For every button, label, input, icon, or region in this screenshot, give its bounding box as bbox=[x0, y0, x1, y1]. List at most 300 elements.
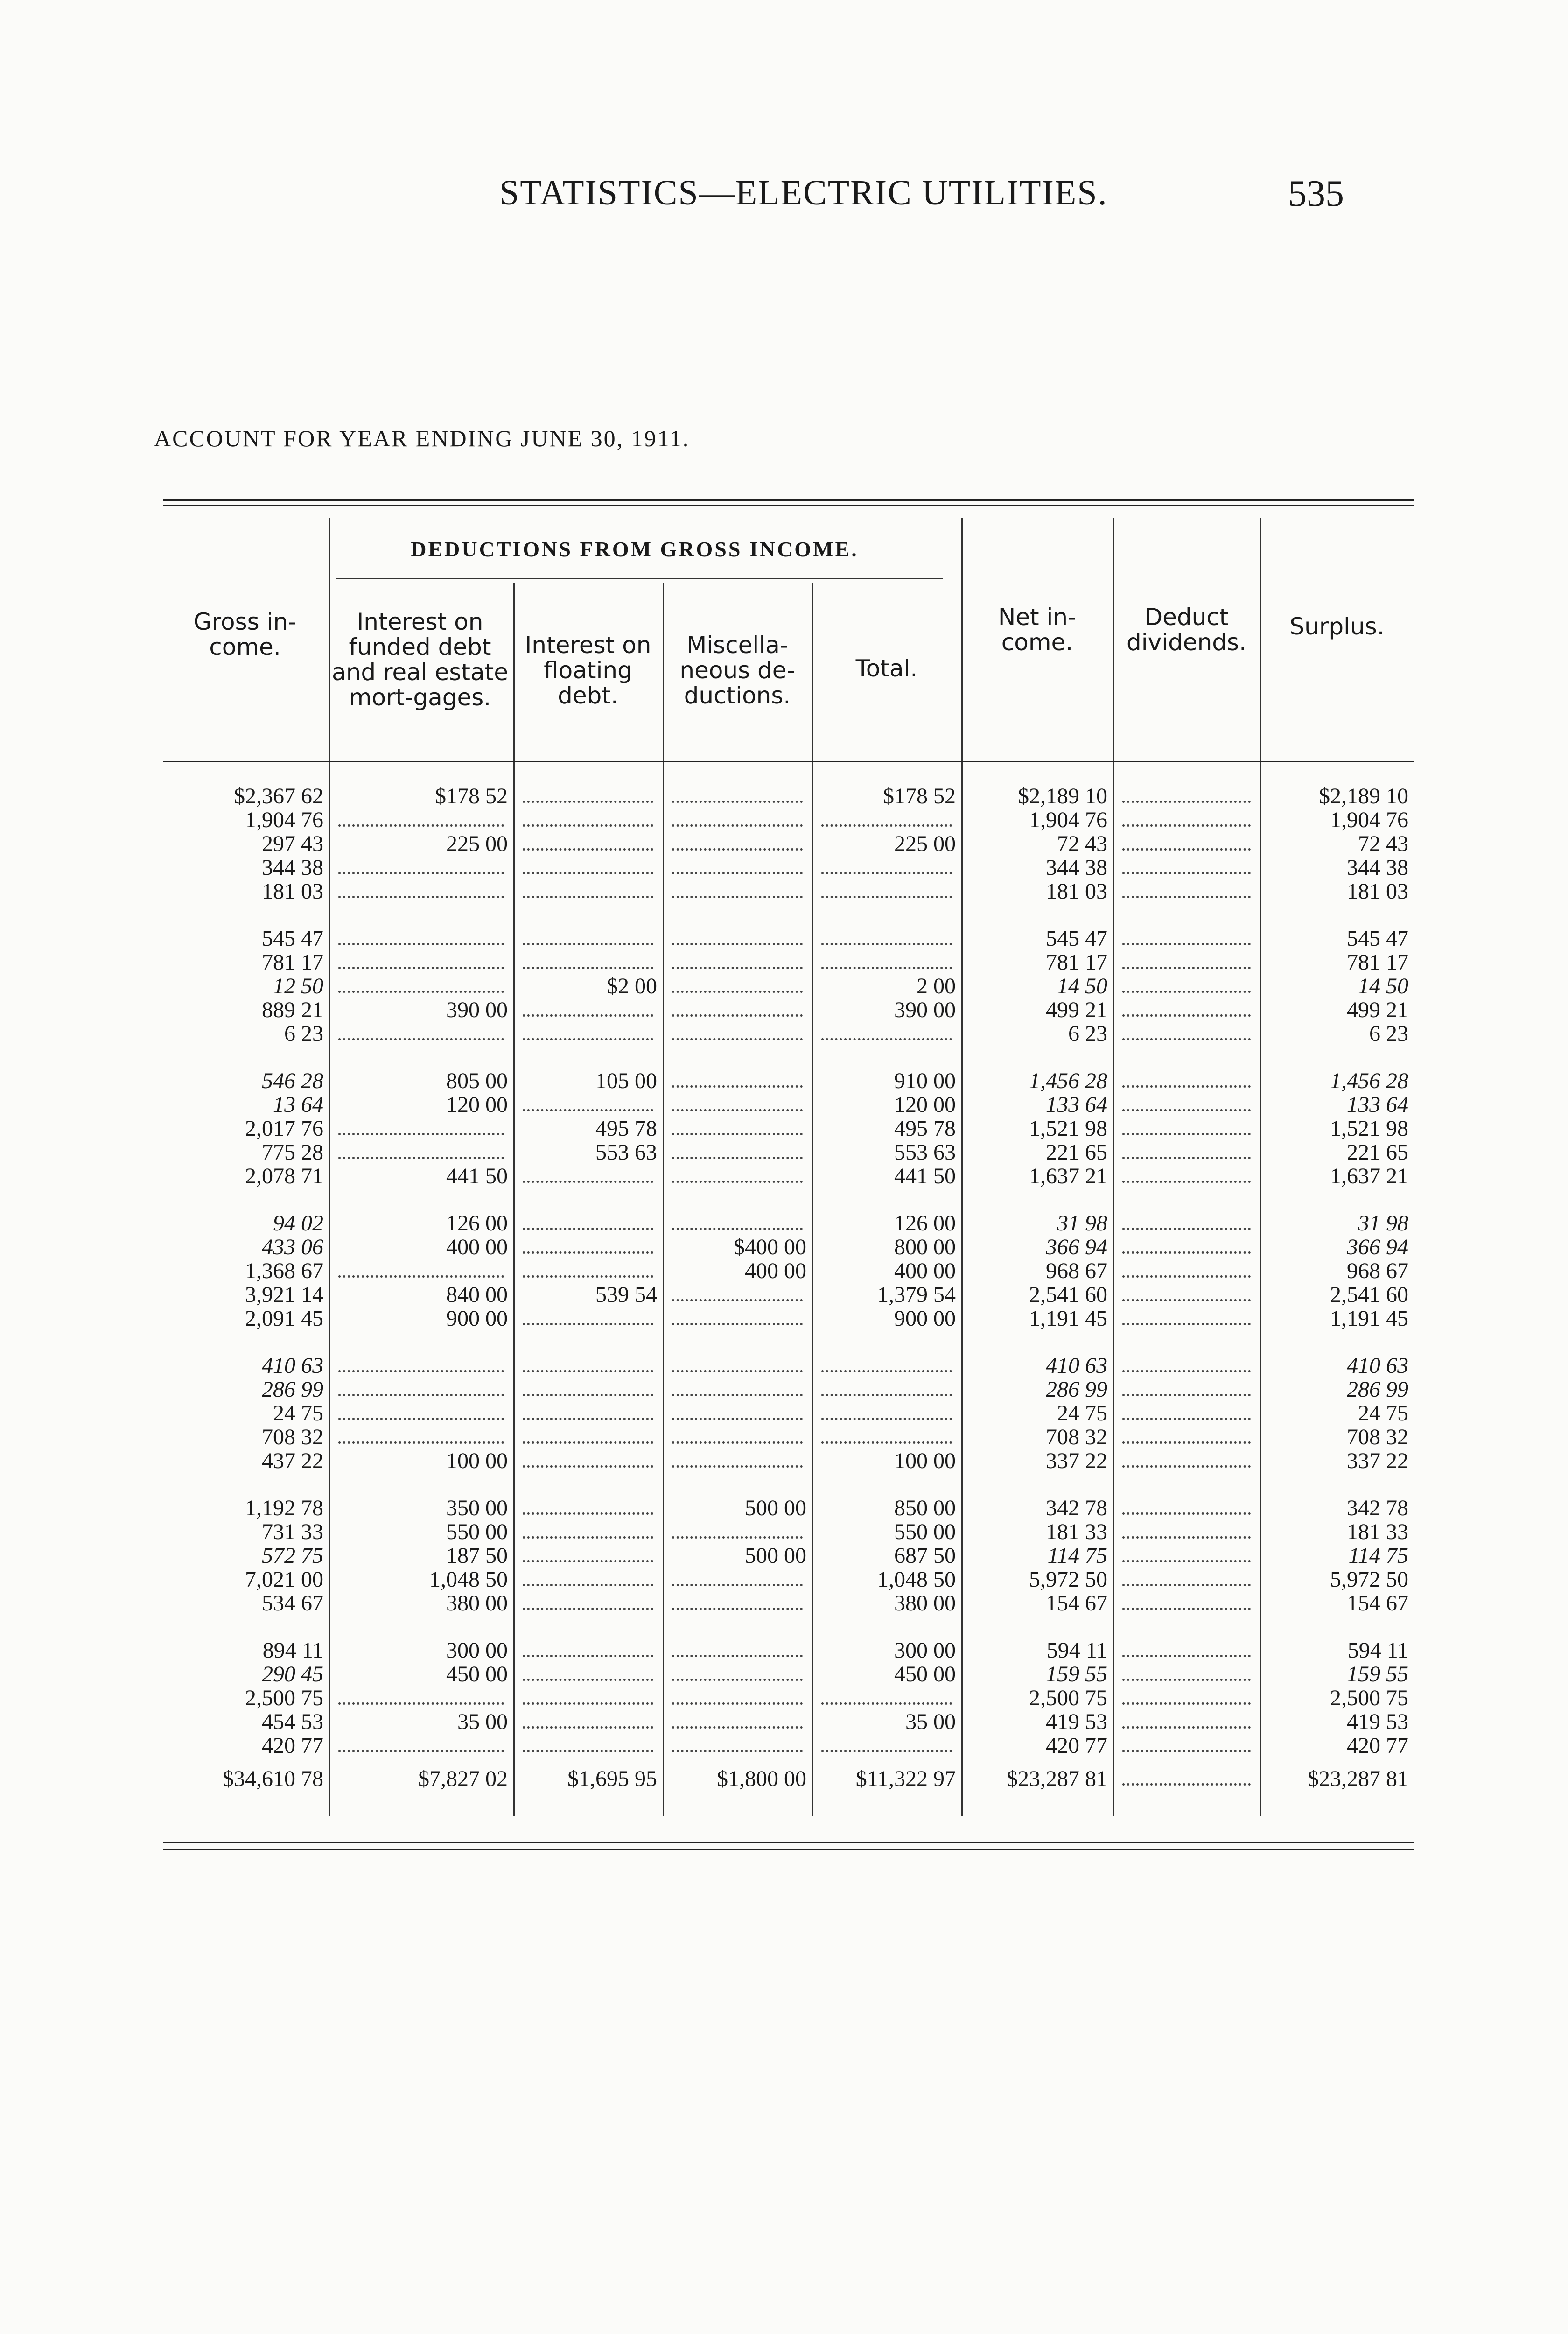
table-cell: 840 00 bbox=[446, 1282, 508, 1307]
table-row bbox=[163, 808, 1414, 832]
table-cell: 1,048 50 bbox=[429, 1567, 508, 1592]
table-cell: 1,456 28 bbox=[1330, 1069, 1408, 1093]
table-cell bbox=[812, 856, 961, 879]
table-cell bbox=[513, 1449, 663, 1473]
table-cell: 6 23 bbox=[1369, 1021, 1408, 1046]
table-cell bbox=[663, 974, 812, 998]
table-cell bbox=[812, 808, 961, 832]
table-cell: 94 02 bbox=[273, 1211, 323, 1236]
table-cell bbox=[1113, 1401, 1260, 1425]
table-row bbox=[163, 950, 1414, 974]
table-cell bbox=[329, 927, 513, 950]
col-header-interest-floating: Interest on floating debt. bbox=[525, 632, 651, 709]
table-cell bbox=[663, 1378, 812, 1401]
table-cell: 1,379 54 bbox=[877, 1282, 956, 1307]
table-cell: 1,521 98 bbox=[1330, 1116, 1408, 1141]
table-cell: $34,610 78 bbox=[223, 1766, 323, 1791]
table-cell bbox=[663, 856, 812, 879]
table-cell bbox=[329, 1117, 513, 1140]
table-cell: 400 00 bbox=[745, 1258, 806, 1283]
table-cell bbox=[663, 1591, 812, 1615]
table-cell bbox=[663, 1117, 812, 1140]
table-cell bbox=[663, 998, 812, 1022]
table-row bbox=[163, 1734, 1414, 1758]
table-cell bbox=[513, 1022, 663, 1046]
table-cell bbox=[1113, 927, 1260, 950]
table-cell: 450 00 bbox=[446, 1662, 508, 1687]
col-header-interest-funded: Interest on funded debt and real estate mort-gages. bbox=[331, 608, 509, 711]
table-cell: 594 11 bbox=[1046, 1638, 1107, 1663]
table-cell: 133 64 bbox=[1347, 1092, 1408, 1117]
table-cell: 159 55 bbox=[1347, 1662, 1408, 1687]
col-header-net-income: Net in-come. bbox=[998, 604, 1077, 656]
table-cell: 7,021 00 bbox=[245, 1567, 323, 1592]
group-header-rule bbox=[336, 578, 943, 579]
table-cell: 1,904 76 bbox=[245, 808, 323, 832]
table-cell bbox=[812, 1425, 961, 1449]
table-cell: 5,972 50 bbox=[1330, 1567, 1408, 1592]
table-cell: 441 50 bbox=[894, 1164, 956, 1188]
table-cell: $2 00 bbox=[607, 974, 657, 998]
table-cell bbox=[513, 1591, 663, 1615]
table-cell: 410 63 bbox=[1347, 1353, 1408, 1378]
table-cell: 889 21 bbox=[262, 998, 323, 1022]
table-cell: 154 67 bbox=[1046, 1591, 1107, 1616]
table-cell bbox=[1113, 1140, 1260, 1164]
table-cell: 12 50 bbox=[273, 974, 323, 998]
table-cell bbox=[513, 1164, 663, 1188]
table-cell bbox=[329, 1259, 513, 1283]
table-cell: 133 64 bbox=[1046, 1092, 1107, 1117]
table-cell: 450 00 bbox=[894, 1662, 956, 1687]
table-cell: 126 00 bbox=[894, 1211, 956, 1236]
table-cell: 437 22 bbox=[262, 1448, 323, 1473]
table-cell: 114 75 bbox=[1047, 1543, 1107, 1568]
table-row bbox=[163, 1710, 1414, 1734]
table-cell bbox=[812, 1686, 961, 1710]
table-cell: 850 00 bbox=[894, 1496, 956, 1520]
table-cell: 800 00 bbox=[894, 1235, 956, 1259]
table-row bbox=[163, 1211, 1414, 1235]
table-cell bbox=[812, 1401, 961, 1425]
table-cell bbox=[1113, 1093, 1260, 1117]
table-cell: 420 77 bbox=[1046, 1733, 1107, 1758]
table-cell bbox=[1113, 879, 1260, 903]
table-cell bbox=[1113, 998, 1260, 1022]
table-cell: 500 00 bbox=[745, 1496, 806, 1520]
table-cell: 708 32 bbox=[1347, 1425, 1408, 1449]
table-cell: 499 21 bbox=[1046, 998, 1107, 1022]
table-row bbox=[163, 1307, 1414, 1330]
table-cell: 286 99 bbox=[1046, 1377, 1107, 1402]
table-cell: 5,972 50 bbox=[1029, 1567, 1107, 1592]
table-row bbox=[163, 1496, 1414, 1520]
table-cell: 380 00 bbox=[446, 1591, 508, 1616]
table-cell: 539 54 bbox=[595, 1282, 657, 1307]
table-cell: 1,192 78 bbox=[245, 1496, 323, 1520]
table-cell: 344 38 bbox=[1347, 855, 1408, 880]
table-cell: 2,541 60 bbox=[1029, 1282, 1107, 1307]
table-cell bbox=[513, 808, 663, 832]
table-cell: 781 17 bbox=[1347, 950, 1408, 975]
table-row bbox=[163, 1686, 1414, 1710]
table-cell: 433 06 bbox=[262, 1235, 323, 1259]
table-cell: 499 21 bbox=[1347, 998, 1408, 1022]
table-cell: 286 99 bbox=[262, 1377, 323, 1402]
table-cell bbox=[513, 1093, 663, 1117]
table-cell: $23,287 81 bbox=[1308, 1766, 1408, 1791]
table-cell bbox=[513, 1425, 663, 1449]
table-cell: 290 45 bbox=[262, 1662, 323, 1687]
table-cell bbox=[1113, 1022, 1260, 1046]
table-body bbox=[163, 784, 1414, 1791]
group-spacer bbox=[163, 1046, 1414, 1069]
table-cell: 420 77 bbox=[262, 1733, 323, 1758]
table-cell bbox=[1113, 1734, 1260, 1758]
table-cell bbox=[663, 1449, 812, 1473]
bottom-rule bbox=[163, 1842, 1414, 1843]
table-cell: 1,521 98 bbox=[1029, 1116, 1107, 1141]
table-row bbox=[163, 1425, 1414, 1449]
table-row bbox=[163, 1401, 1414, 1425]
table-cell bbox=[513, 1401, 663, 1425]
table-cell bbox=[663, 1283, 812, 1307]
table-cell: 286 99 bbox=[1347, 1377, 1408, 1402]
table-cell: 337 22 bbox=[1347, 1448, 1408, 1473]
table-cell bbox=[1113, 1259, 1260, 1283]
table-cell bbox=[1113, 1710, 1260, 1734]
table-cell: 1,456 28 bbox=[1029, 1069, 1107, 1093]
table-cell: 31 98 bbox=[1358, 1211, 1408, 1236]
table-cell: 72 43 bbox=[1358, 831, 1408, 856]
table-cell: 550 00 bbox=[446, 1519, 508, 1544]
table-row bbox=[163, 832, 1414, 856]
table-cell bbox=[329, 808, 513, 832]
table-cell bbox=[513, 1354, 663, 1378]
table-cell bbox=[812, 1378, 961, 1401]
table-row bbox=[163, 1140, 1414, 1164]
table-cell bbox=[513, 1662, 663, 1686]
table-cell: $400 00 bbox=[734, 1235, 806, 1259]
table-row bbox=[163, 856, 1414, 879]
table-cell: 894 11 bbox=[262, 1638, 323, 1663]
table-cell: 6 23 bbox=[284, 1021, 323, 1046]
table-row bbox=[163, 1544, 1414, 1568]
table-cell: 24 75 bbox=[1358, 1401, 1408, 1426]
table-row bbox=[163, 1283, 1414, 1307]
table-cell bbox=[513, 1686, 663, 1710]
table-row bbox=[163, 1117, 1414, 1140]
table-cell: 968 67 bbox=[1046, 1258, 1107, 1283]
col-header-gross-income: Gross in-come. bbox=[193, 608, 297, 661]
table-cell bbox=[663, 1069, 812, 1093]
table-cell bbox=[663, 1425, 812, 1449]
table-cell: 159 55 bbox=[1046, 1662, 1107, 1687]
table-cell bbox=[513, 1520, 663, 1544]
table-row bbox=[163, 1235, 1414, 1259]
table-cell bbox=[513, 784, 663, 808]
table-cell: 181 03 bbox=[1046, 879, 1107, 904]
table-cell: 781 17 bbox=[1046, 950, 1107, 975]
table-cell: 1,191 45 bbox=[1029, 1306, 1107, 1331]
table-cell: 2,541 60 bbox=[1330, 1282, 1408, 1307]
table-row bbox=[163, 1259, 1414, 1283]
table-cell bbox=[663, 1093, 812, 1117]
table-cell bbox=[663, 808, 812, 832]
table-cell: 441 50 bbox=[446, 1164, 508, 1188]
table-cell: 410 63 bbox=[262, 1353, 323, 1378]
table-cell: 72 43 bbox=[1057, 831, 1107, 856]
table-cell bbox=[663, 1686, 812, 1710]
table-cell bbox=[513, 1235, 663, 1259]
table-cell: 2,091 45 bbox=[245, 1306, 323, 1331]
table-cell: 225 00 bbox=[446, 831, 508, 856]
table-cell bbox=[513, 1259, 663, 1283]
table-cell: 420 77 bbox=[1347, 1733, 1408, 1758]
table-cell bbox=[1113, 1283, 1260, 1307]
table-cell: 390 00 bbox=[894, 998, 956, 1022]
table-row bbox=[163, 927, 1414, 950]
table-cell: 221 65 bbox=[1347, 1140, 1408, 1165]
table-cell: 342 78 bbox=[1046, 1496, 1107, 1520]
table-row bbox=[163, 1164, 1414, 1188]
table-row bbox=[163, 784, 1414, 808]
table-cell bbox=[1113, 1544, 1260, 1568]
table-row bbox=[163, 1520, 1414, 1544]
table-cell bbox=[1113, 1686, 1260, 1710]
table-cell: $23,287 81 bbox=[1007, 1766, 1107, 1791]
table-cell: 187 50 bbox=[446, 1543, 508, 1568]
table-cell: 342 78 bbox=[1347, 1496, 1408, 1520]
table-row bbox=[163, 974, 1414, 998]
table-cell bbox=[663, 784, 812, 808]
table-cell bbox=[329, 974, 513, 998]
table-cell: 31 98 bbox=[1057, 1211, 1107, 1236]
table-cell: 225 00 bbox=[894, 831, 956, 856]
table-cell bbox=[1113, 856, 1260, 879]
table-cell: 550 00 bbox=[894, 1519, 956, 1544]
table-cell bbox=[513, 998, 663, 1022]
table-row bbox=[163, 1638, 1414, 1662]
table-cell bbox=[1113, 1235, 1260, 1259]
table-cell: 775 28 bbox=[262, 1140, 323, 1165]
table-cell bbox=[513, 1307, 663, 1330]
table-cell bbox=[663, 1211, 812, 1235]
table-cell: 910 00 bbox=[894, 1069, 956, 1093]
table-cell: 545 47 bbox=[1046, 926, 1107, 951]
table-cell: $7,827 02 bbox=[418, 1766, 508, 1791]
table-cell: 900 00 bbox=[894, 1306, 956, 1331]
page-number: 535 bbox=[1288, 173, 1344, 214]
table-cell: 500 00 bbox=[745, 1543, 806, 1568]
table-cell: 2,500 75 bbox=[1330, 1686, 1408, 1710]
table-cell bbox=[663, 1710, 812, 1734]
table-cell: 120 00 bbox=[894, 1092, 956, 1117]
table-cell bbox=[812, 1734, 961, 1758]
table-cell: $2,367 62 bbox=[234, 784, 323, 808]
table-cell: 390 00 bbox=[446, 998, 508, 1022]
table-cell: $1,800 00 bbox=[717, 1766, 806, 1791]
table-cell bbox=[1113, 1758, 1260, 1791]
table-cell bbox=[1113, 1638, 1260, 1662]
group-header: DEDUCTIONS FROM GROSS INCOME. bbox=[411, 537, 859, 561]
table-cell bbox=[663, 1140, 812, 1164]
table-cell: 300 00 bbox=[894, 1638, 956, 1663]
table-cell bbox=[329, 1022, 513, 1046]
table-cell bbox=[329, 1140, 513, 1164]
table-cell bbox=[663, 879, 812, 903]
table-row bbox=[163, 1449, 1414, 1473]
table-cell: 805 00 bbox=[446, 1069, 508, 1093]
table-cell bbox=[329, 1425, 513, 1449]
table-cell bbox=[1113, 1378, 1260, 1401]
table-cell: $178 52 bbox=[883, 784, 956, 808]
table-cell bbox=[1113, 1117, 1260, 1140]
table-cell: 572 75 bbox=[262, 1543, 323, 1568]
table-cell: $2,189 10 bbox=[1319, 784, 1408, 808]
table-cell bbox=[812, 927, 961, 950]
table-cell bbox=[513, 950, 663, 974]
table-cell: 100 00 bbox=[894, 1448, 956, 1473]
table-cell: 594 11 bbox=[1347, 1638, 1408, 1663]
table-cell: 545 47 bbox=[1347, 926, 1408, 951]
table-row bbox=[163, 1069, 1414, 1093]
table-cell bbox=[1113, 1069, 1260, 1093]
table-cell bbox=[663, 832, 812, 856]
table-cell bbox=[663, 1022, 812, 1046]
table-cell: 1,904 76 bbox=[1330, 808, 1408, 832]
table-row bbox=[163, 879, 1414, 903]
table-cell: $178 52 bbox=[435, 784, 508, 808]
accounts-table bbox=[163, 784, 1414, 1791]
table-cell: 495 78 bbox=[595, 1116, 657, 1141]
table-cell bbox=[329, 879, 513, 903]
table-cell: 344 38 bbox=[1046, 855, 1107, 880]
top-rule-2 bbox=[163, 505, 1414, 506]
table-cell: 1,904 76 bbox=[1029, 808, 1107, 832]
bottom-rule-2 bbox=[163, 1849, 1414, 1850]
group-spacer bbox=[163, 1330, 1414, 1354]
table-cell: 553 63 bbox=[595, 1140, 657, 1165]
table-cell: 410 63 bbox=[1046, 1353, 1107, 1378]
table-cell: 2,500 75 bbox=[1029, 1686, 1107, 1710]
group-spacer bbox=[163, 1188, 1414, 1211]
col-header-surplus: Surplus. bbox=[1289, 613, 1385, 640]
table-cell bbox=[513, 1638, 663, 1662]
table-cell bbox=[1113, 832, 1260, 856]
top-rule bbox=[163, 499, 1414, 501]
table-cell: 35 00 bbox=[905, 1709, 956, 1734]
table-cell: 181 33 bbox=[1347, 1519, 1408, 1544]
table-cell bbox=[1113, 1520, 1260, 1544]
col-header-total: Total. bbox=[855, 655, 918, 682]
table-cell bbox=[513, 1496, 663, 1520]
totals-row bbox=[163, 1758, 1414, 1791]
table-row bbox=[163, 998, 1414, 1022]
header-bottom-rule bbox=[163, 761, 1414, 762]
table-cell bbox=[513, 1378, 663, 1401]
table-cell: 534 67 bbox=[262, 1591, 323, 1616]
table-cell bbox=[663, 1520, 812, 1544]
group-spacer bbox=[163, 1473, 1414, 1496]
table-cell bbox=[663, 1354, 812, 1378]
table-row bbox=[163, 1568, 1414, 1591]
table-cell bbox=[1113, 950, 1260, 974]
table-cell: 687 50 bbox=[894, 1543, 956, 1568]
table-row bbox=[163, 1093, 1414, 1117]
table-cell bbox=[513, 1710, 663, 1734]
table-cell bbox=[812, 1022, 961, 1046]
table-cell bbox=[329, 1734, 513, 1758]
table-cell: 3,921 14 bbox=[245, 1282, 323, 1307]
table-cell: 24 75 bbox=[1057, 1401, 1107, 1426]
table-cell: 708 32 bbox=[1046, 1425, 1107, 1449]
table-cell bbox=[1113, 1662, 1260, 1686]
group-spacer bbox=[163, 1615, 1414, 1638]
table-cell: 380 00 bbox=[894, 1591, 956, 1616]
table-cell: $1,695 95 bbox=[567, 1766, 657, 1791]
table-cell: 120 00 bbox=[446, 1092, 508, 1117]
table-cell: 731 33 bbox=[262, 1519, 323, 1544]
table-cell: 350 00 bbox=[446, 1496, 508, 1520]
table-cell: 181 03 bbox=[1347, 879, 1408, 904]
table-cell: 221 65 bbox=[1046, 1140, 1107, 1165]
table-cell: 553 63 bbox=[894, 1140, 956, 1165]
table-cell: 366 94 bbox=[1046, 1235, 1107, 1259]
table-cell bbox=[513, 1544, 663, 1568]
table-cell bbox=[513, 1568, 663, 1591]
table-cell: 2,078 71 bbox=[245, 1164, 323, 1188]
table-cell bbox=[812, 879, 961, 903]
table-cell: 419 53 bbox=[1347, 1709, 1408, 1734]
table-cell bbox=[1113, 1591, 1260, 1615]
table-cell: 114 75 bbox=[1348, 1543, 1408, 1568]
table-row bbox=[163, 1378, 1414, 1401]
table-cell bbox=[1113, 1568, 1260, 1591]
table-cell bbox=[329, 1378, 513, 1401]
table-cell bbox=[1113, 808, 1260, 832]
table-cell bbox=[663, 1638, 812, 1662]
table-cell bbox=[663, 1662, 812, 1686]
table-cell bbox=[329, 1354, 513, 1378]
table-cell: 400 00 bbox=[446, 1235, 508, 1259]
table-cell bbox=[663, 1401, 812, 1425]
table-cell bbox=[1113, 1425, 1260, 1449]
table-cell: 454 53 bbox=[262, 1709, 323, 1734]
table-cell: 366 94 bbox=[1347, 1235, 1408, 1259]
table-cell: 546 28 bbox=[262, 1069, 323, 1093]
table-cell: 14 50 bbox=[1358, 974, 1408, 998]
table-cell bbox=[1113, 1307, 1260, 1330]
table-cell: 545 47 bbox=[262, 926, 323, 951]
table-cell bbox=[663, 1568, 812, 1591]
table-cell bbox=[1113, 974, 1260, 998]
table-cell: 337 22 bbox=[1046, 1448, 1107, 1473]
table-cell: 6 23 bbox=[1068, 1021, 1107, 1046]
table-cell: 154 67 bbox=[1347, 1591, 1408, 1616]
table-cell: 419 53 bbox=[1046, 1709, 1107, 1734]
table-cell: 2 00 bbox=[917, 974, 956, 998]
table-cell bbox=[1113, 1211, 1260, 1235]
table-cell: 35 00 bbox=[457, 1709, 508, 1734]
table-cell: 1,191 45 bbox=[1330, 1306, 1408, 1331]
table-cell: 781 17 bbox=[262, 950, 323, 975]
table-cell bbox=[812, 950, 961, 974]
table-cell bbox=[1113, 784, 1260, 808]
group-spacer bbox=[163, 903, 1414, 927]
table-cell bbox=[1113, 1449, 1260, 1473]
table-cell: 1,637 21 bbox=[1029, 1164, 1107, 1188]
